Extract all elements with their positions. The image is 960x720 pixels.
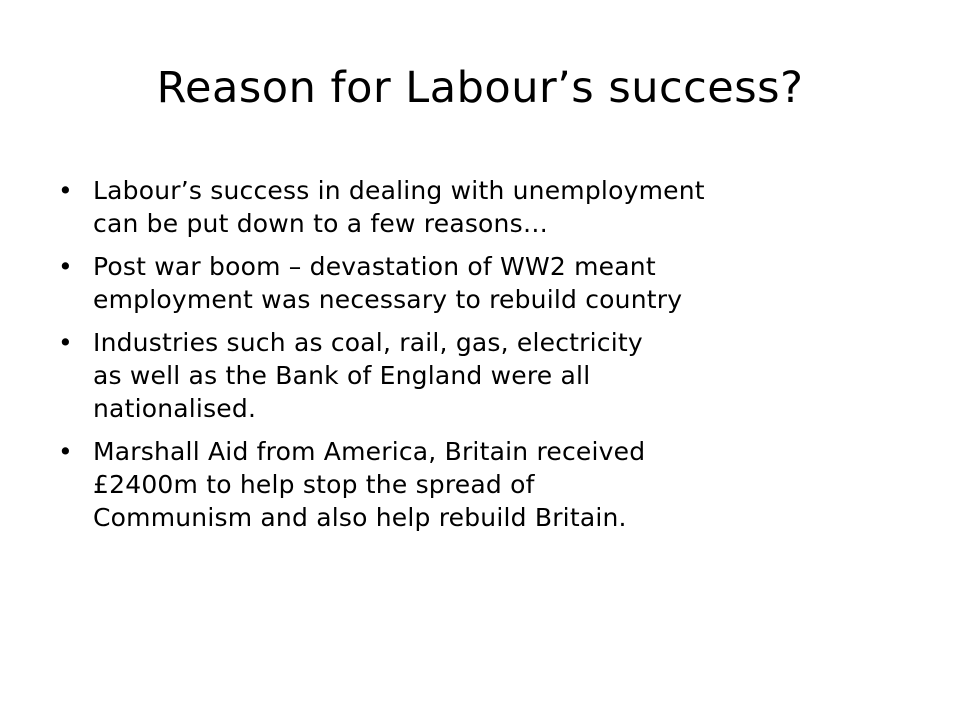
bullet-item (58, 174, 918, 240)
bullet-icon: • (58, 437, 73, 466)
bullet-line: Marshall Aid from America, Britain received (93, 437, 646, 466)
bullet-line: Labour’s success in dealing with unemployment (93, 176, 705, 205)
bullet-item (58, 326, 918, 425)
bullet-icon: • (58, 252, 73, 281)
bullet-line: £2400m to help stop the spread of (93, 470, 535, 499)
bullet-item (58, 435, 918, 534)
bullet-line: employment was necessary to rebuild country (93, 285, 683, 314)
bullet-line: as well as the Bank of England were all (93, 361, 591, 390)
slide-title: Reason for Labour’s success? (156, 63, 804, 113)
bullet-icon: • (58, 328, 73, 357)
bullet-list (58, 174, 918, 544)
bullet-line: can be put down to a few reasons… (93, 209, 549, 238)
bullet-icon: • (58, 176, 73, 205)
bullet-line: Post war boom – devastation of WW2 meant (93, 252, 656, 281)
bullet-line: Industries such as coal, rail, gas, electricity (93, 328, 643, 357)
bullet-item (58, 250, 918, 316)
bullet-line: nationalised. (93, 394, 257, 423)
bullet-line: Communism and also help rebuild Britain. (93, 503, 627, 532)
